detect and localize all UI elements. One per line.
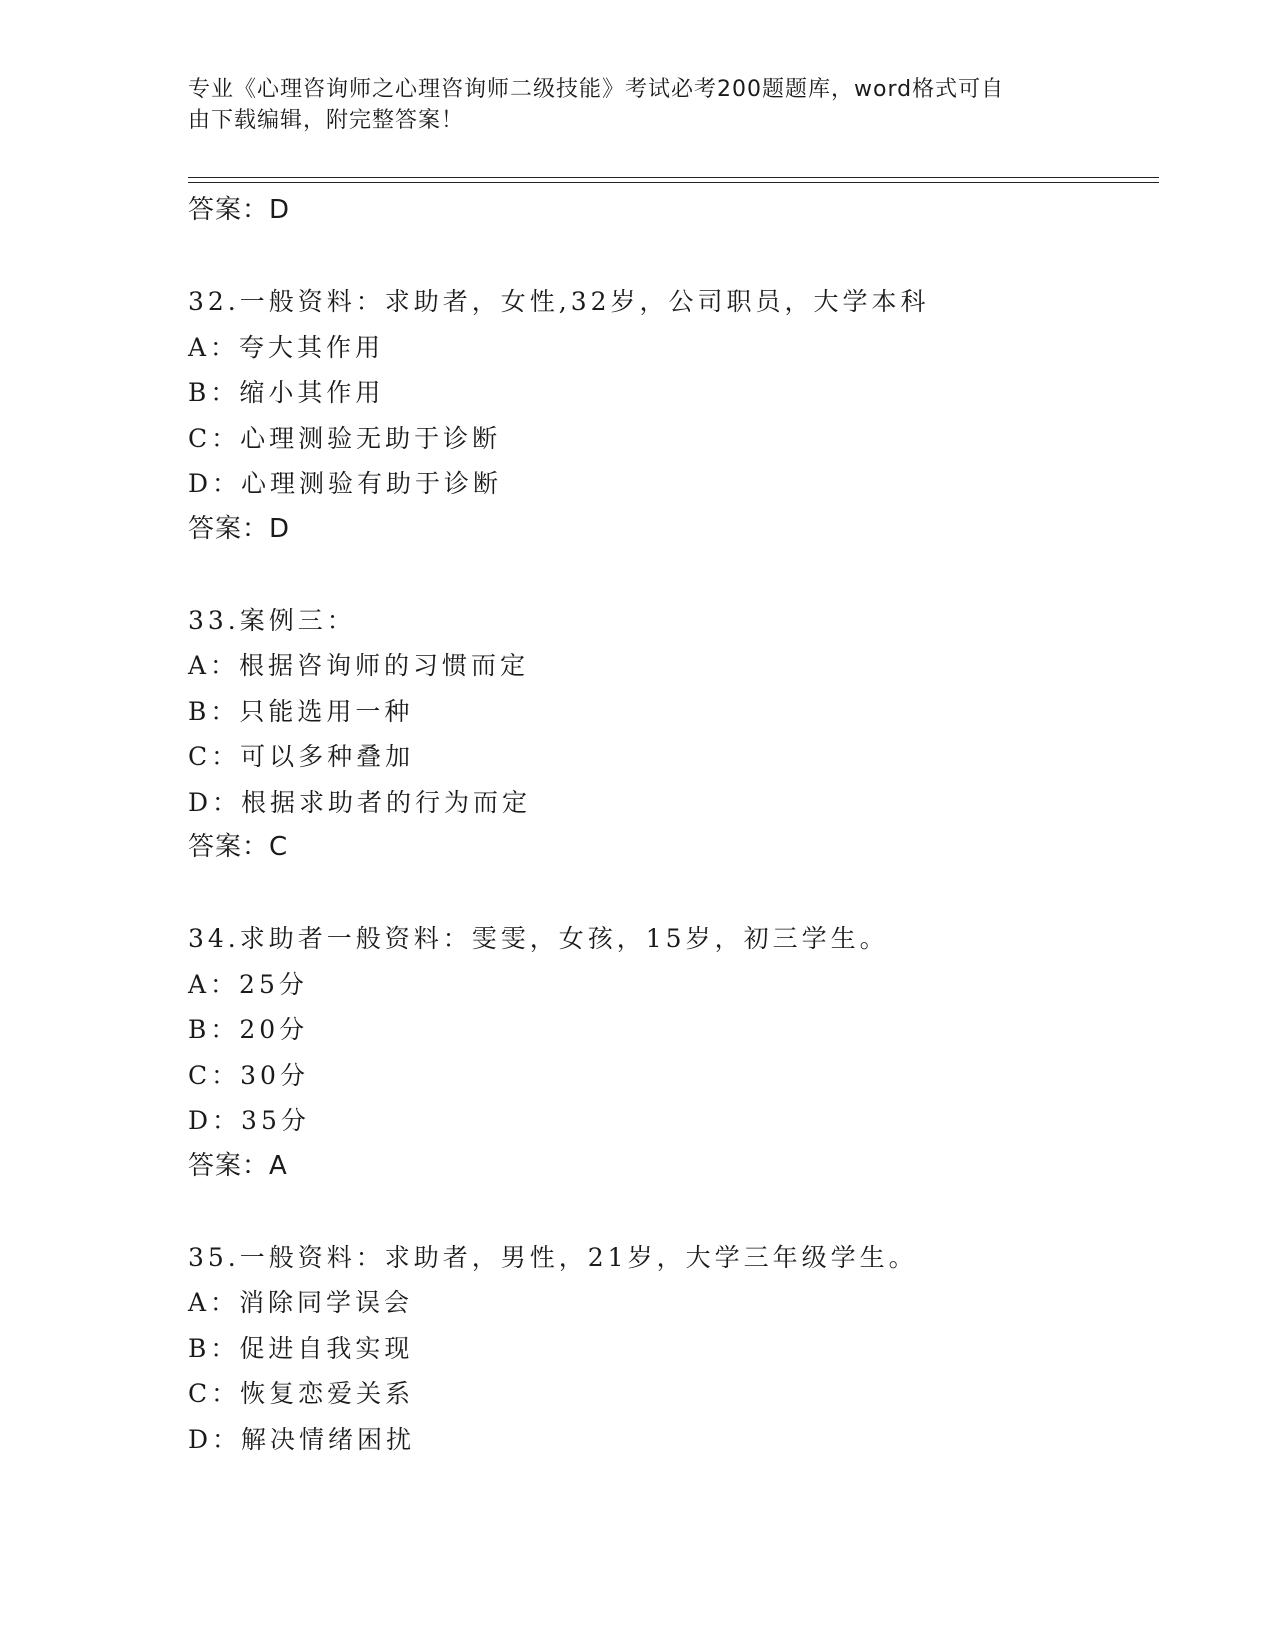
question-title: 33.案例三：: [188, 605, 356, 635]
question-33: [188, 598, 1159, 871]
spacer: [188, 871, 1159, 917]
answer: 答案：A: [188, 1150, 288, 1181]
option-c: C：30分: [188, 1060, 309, 1090]
option-b: B：促进自我实现: [188, 1333, 414, 1363]
header-divider-bottom: [188, 182, 1159, 183]
question-34: [188, 916, 1159, 1189]
question-title: 35.一般资料：求助者，男性，21岁，大学三年级学生。: [188, 1242, 918, 1272]
option-d: D：根据求助者的行为而定: [188, 787, 532, 817]
option-a: A：夸大其作用: [188, 332, 385, 362]
option-c: C：可以多种叠加: [188, 742, 415, 771]
spacer: [188, 1189, 1159, 1235]
header-divider-top: [188, 177, 1159, 178]
question-32: [188, 279, 1159, 552]
option-d: D：心理测验有助于诊断: [188, 469, 503, 498]
question-title: 32.一般资料：求助者，女性,32岁，公司职员，大学本科: [188, 287, 930, 316]
spacer: [188, 552, 1159, 598]
option-d: D：35分: [188, 1106, 310, 1135]
option-b: B：20分: [188, 1015, 309, 1044]
option-d: D：解决情绪困扰: [188, 1424, 416, 1454]
document-body: [188, 188, 1159, 1462]
option-b: B：只能选用一种: [188, 696, 414, 726]
header-line-2: 由下载编辑，附完整答案！: [188, 108, 465, 133]
option-a: A：25分: [188, 969, 308, 999]
option-b: B：缩小其作用: [188, 378, 385, 407]
document-header: [188, 74, 1068, 136]
question-title: 34.求助者一般资料：雯雯，女孩，15岁，初三学生。: [188, 924, 889, 953]
answer: 答案：C: [188, 832, 289, 862]
option-c: C：恢复恋爱关系: [188, 1379, 415, 1408]
option-a: A：根据咨询师的习惯而定: [188, 651, 530, 680]
header-line-1: 专业《心理咨询师之心理咨询师二级技能》考试必考200题题库，word格式可自: [188, 77, 1005, 102]
option-a: A：消除同学误会: [188, 1288, 414, 1317]
previous-answer: 答案：D: [188, 195, 291, 225]
question-35: [188, 1235, 1159, 1463]
answer: 答案：D: [188, 513, 291, 544]
option-c: C：心理测验无助于诊断: [188, 423, 502, 453]
spacer: [188, 234, 1159, 280]
